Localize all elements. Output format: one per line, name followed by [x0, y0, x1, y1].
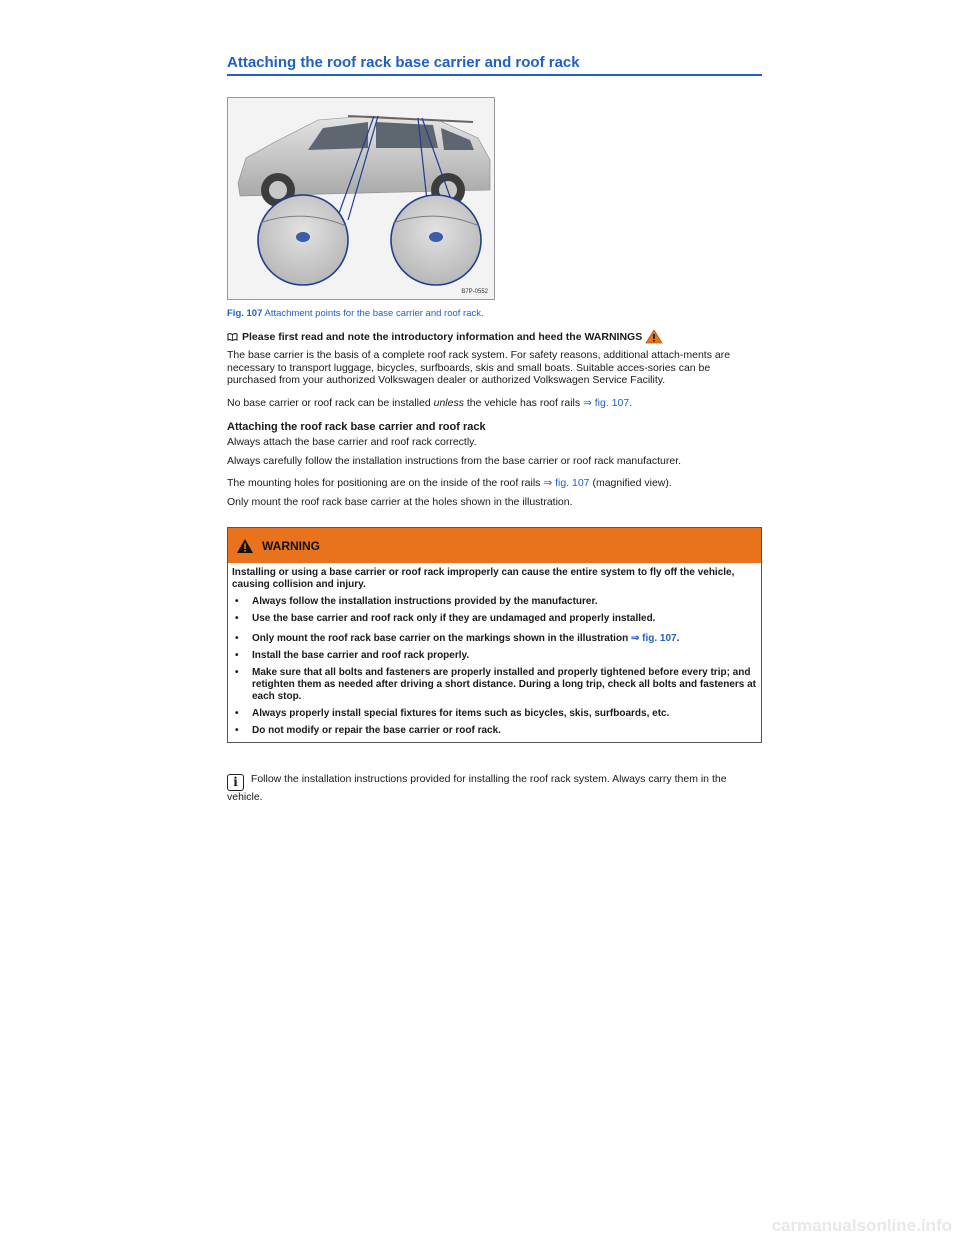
note-text: Please first read and note the introductory information and heed the WARNINGS — [242, 330, 643, 343]
fig-link[interactable]: ⇒ fig. 107 — [630, 633, 677, 644]
book-icon — [227, 333, 238, 341]
section-paragraph-2: Always carefully follow the installation instructions from the base carrier or roof rack manufacturer. — [227, 454, 682, 467]
section-paragraph-3 — [227, 477, 762, 490]
warning-item — [232, 667, 757, 703]
rails-text-after: the vehicle has roof rails — [463, 396, 584, 409]
figure-code: B7P-0552 — [461, 289, 488, 295]
section-paragraph-4: Only mount the roof rack base carrier at the holes shown in the illustration. — [227, 495, 573, 508]
bullet: • — [235, 650, 239, 661]
warning-item-text: Always properly install special fixtures for items such as bicycles, skis, surfboards, etc. — [252, 708, 670, 719]
rails-emphasis: unless — [433, 396, 464, 409]
rails-text-end: . — [629, 396, 633, 409]
section-paragraph-1: Always attach the base carrier and roof rack correctly. — [227, 436, 477, 448]
warning-item-text: Use the base carrier and roof rack only if they are undamaged and properly installed. — [252, 613, 656, 624]
warning-item — [232, 596, 757, 608]
page-title: Attaching the roof rack base carrier and roof rack — [227, 54, 762, 76]
warning-item — [232, 708, 757, 720]
p3-text-after: (magnified view). — [589, 477, 672, 489]
warning-intro: Installing or using a base carrier or roof rack improperly can cause the entire system to fly off the vehicle, causing collision and injury. — [232, 567, 735, 590]
warning-item-text: Make sure that all bolts and fasteners are properly installed and properly tightened before every trip; and retighten them as needed after driving a short distance. During a long trip, check all bolts and fasteners at each stop. — [252, 667, 756, 702]
caption-text: Attachment points for the base carrier and roof rack. — [262, 308, 484, 319]
fig-link[interactable]: ⇒ fig. 107 — [583, 396, 630, 409]
info-icon: i — [227, 774, 244, 791]
car-illustration — [228, 98, 494, 299]
bullet: • — [235, 725, 239, 736]
warning-triangle-icon — [645, 329, 663, 344]
warning-item-3-end: . — [676, 633, 680, 644]
warning-header — [228, 528, 761, 563]
info-note — [227, 773, 762, 804]
warning-item — [232, 633, 757, 645]
warning-item-text — [252, 633, 679, 645]
section-heading: Attaching the roof rack base carrier and roof rack — [227, 421, 486, 433]
page — [227, 54, 762, 804]
bullet: • — [235, 667, 239, 678]
warning-triangle-icon — [236, 538, 254, 554]
warning-item — [232, 725, 757, 737]
figure-107 — [227, 97, 495, 300]
intro-paragraph: The base carrier is the basis of a complete roof rack system. For safety reasons, additional attach-ments are necessary to transport luggage, bicycles, surfboards, skis and small boats. Suitable acces-sories can be purchased from your authorized Volkswagen dealer or authorized Volkswagen Service Facility. — [227, 349, 731, 386]
fig-link[interactable]: ⇒ fig. 107 — [543, 477, 590, 489]
warning-body — [228, 563, 761, 742]
footer-watermark: carmanualsonline.info — [771, 1216, 952, 1235]
info-text: Follow the installation instructions provided for installing the roof rack system. Always carry them in the vehicle. — [227, 773, 727, 803]
bullet: • — [235, 633, 239, 644]
rails-paragraph — [227, 397, 762, 410]
warning-item-text: Do not modify or repair the base carrier or roof rack. — [252, 725, 501, 736]
warning-item — [232, 613, 757, 625]
bullet: • — [235, 708, 239, 719]
warning-item-text: Always follow the installation instructions provided by the manufacturer. — [252, 596, 598, 607]
rails-text-before: No base carrier or roof rack can be installed — [227, 396, 434, 409]
bullet: • — [235, 613, 239, 624]
p3-text-before: The mounting holes for positioning are on the inside of the roof rails — [227, 477, 544, 489]
warning-label: WARNING — [262, 538, 320, 553]
figure-caption — [227, 308, 762, 319]
warning-item-3-text: Only mount the roof rack base carrier on the markings shown in the illustration — [252, 633, 631, 644]
caption-label: Fig. 107 — [227, 308, 263, 319]
warning-box — [227, 527, 762, 743]
warning-item-text: Install the base carrier and roof rack properly. — [252, 650, 470, 661]
intro-note — [227, 329, 762, 344]
warning-item — [232, 650, 757, 662]
bullet: • — [235, 596, 239, 607]
